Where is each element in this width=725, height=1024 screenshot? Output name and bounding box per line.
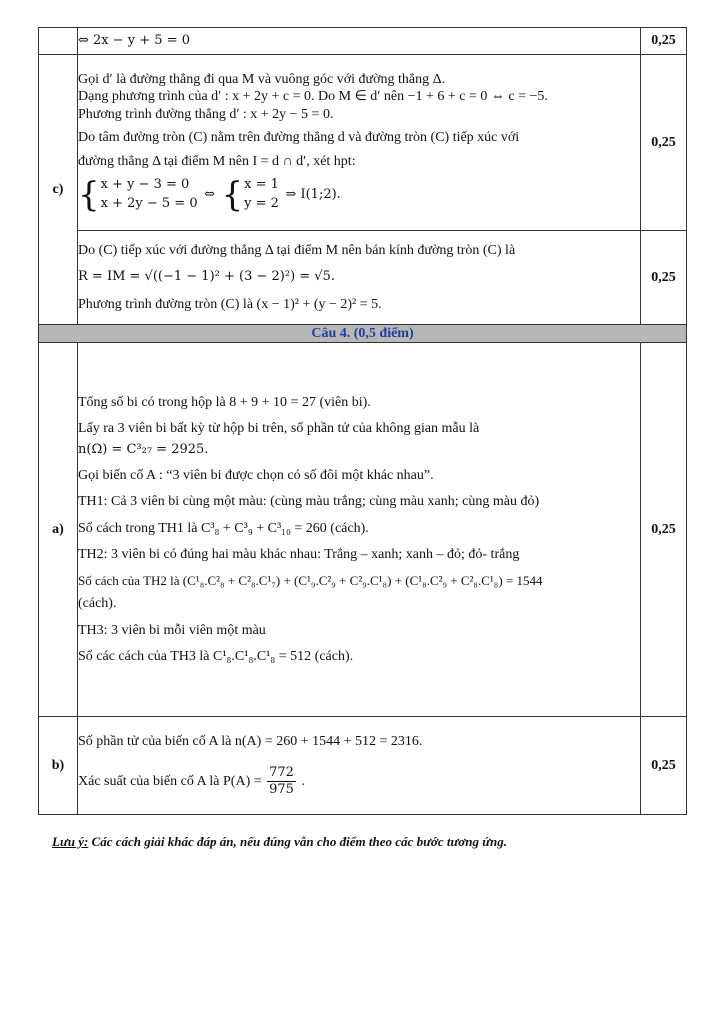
row-label-empty bbox=[39, 28, 78, 55]
equation-systems bbox=[78, 176, 640, 214]
a-line-5: TH1: Cả 3 viên bi cùng một màu: (cùng màu trắng; cùng màu xanh; cùng màu đỏ) bbox=[78, 494, 540, 510]
row-label-b: b) bbox=[39, 717, 78, 815]
system-2-eq-b: y = 2 bbox=[244, 196, 279, 212]
system-result: ⇒ I(1;2). bbox=[285, 187, 341, 203]
c2-line-3: Phương trình đường tròn (C) là (x − 1)² + (y − 2)² = 5. bbox=[78, 296, 382, 312]
system-2 bbox=[222, 176, 279, 214]
b-line-2-suffix: . bbox=[301, 773, 305, 789]
row-c-content-1 bbox=[78, 55, 641, 231]
score-cell: 0,25 bbox=[641, 28, 687, 55]
brace-icon: { bbox=[78, 175, 100, 216]
footnote bbox=[52, 834, 507, 850]
c-line-4: Do tâm đường tròn (C) nằm trên đường thẳng d và đường tròn (C) tiếp xúc với bbox=[78, 130, 520, 146]
fraction-denominator: 975 bbox=[269, 781, 294, 797]
a-line-7: TH2: 3 viên bi có đúng hai màu khác nhau: Trắng – xanh; xanh – đỏ; đỏ- trắng bbox=[78, 547, 520, 563]
section-header-row bbox=[39, 325, 687, 343]
b-line-2 bbox=[78, 765, 640, 799]
a-line-6: Số cách trong TH1 là C³₈ + C³₉ + C³₁₀ = 260 (cách). bbox=[78, 520, 369, 536]
equation-text: ⇔ 2x − y + 5 = 0 bbox=[78, 33, 190, 49]
a-line-11: Số các cách của TH3 là C¹₈.C¹₈.C¹₈ = 512 (cách). bbox=[78, 649, 354, 664]
b-line-2-prefix: Xác suất của biến cố A là P(A) = bbox=[78, 773, 262, 789]
c-line-5: đường thẳng Δ tại điểm M nên I = d ∩ d′, xét hpt: bbox=[78, 153, 356, 169]
fraction-numerator: 772 bbox=[267, 765, 296, 782]
equiv-symbol: ⇔ bbox=[204, 187, 216, 203]
score-cell: 0,25 bbox=[641, 343, 687, 717]
row-equation bbox=[39, 28, 687, 55]
c2-line-2: R = IM = √((−1 − 1)² + (3 − 2)²) = √5. bbox=[78, 269, 335, 285]
answer-table bbox=[38, 27, 687, 815]
a-line-10: TH3: 3 viên bi mỗi viên một màu bbox=[78, 622, 266, 638]
probability-fraction bbox=[267, 765, 296, 799]
a-line-3: n(Ω) = C³₂₇ = 2925. bbox=[78, 441, 209, 457]
row-label-c: c) bbox=[39, 55, 78, 325]
c-line-3: Phương trình đường thẳng d′ : x + 2y − 5 = 0. bbox=[78, 106, 334, 122]
c-line-2: Dạng phương trình của d′ : x + 2y + c = 0. Do M ∈ d′ nên −1 + 6 + c = 0 ⇔ c = −5. bbox=[78, 89, 548, 105]
row-b-content bbox=[78, 717, 641, 815]
system-1 bbox=[78, 176, 198, 214]
system-1-eq-a: x + y − 3 = 0 bbox=[100, 177, 190, 193]
footnote-text: Các cách giải khác đáp án, nếu đúng vẫn cho điểm theo các bước tương ứng. bbox=[88, 834, 507, 849]
a-line-1: Tổng số bi có trong hộp là 8 + 9 + 10 = 27 (viên bi). bbox=[78, 394, 371, 410]
a-line-4: Gọi biến cố A : “3 viên bi được chọn có số đôi một khác nhau”. bbox=[78, 467, 434, 483]
row-b bbox=[39, 717, 687, 815]
a-line-8: Số cách của TH2 là (C¹₈.C²₈ + C²₈.C¹₇) + (C¹₉.C²₉ + C²₉.C¹₈) + (C¹₈.C²₉ + C²₈.C¹₈) = 1544 bbox=[78, 572, 543, 588]
c2-line-1: Do (C) tiếp xúc với đường thẳng Δ tại điểm M nên bán kính đường tròn (C) là bbox=[78, 242, 516, 258]
system-2-eq-a: x = 1 bbox=[244, 177, 279, 193]
brace-icon: { bbox=[221, 175, 244, 216]
system-1-eq-b: x + 2y − 5 = 0 bbox=[100, 196, 198, 212]
row-a bbox=[39, 343, 687, 717]
section-title: Câu 4. (0,5 điểm) bbox=[39, 325, 687, 343]
footnote-label: Lưu ý: bbox=[52, 834, 89, 849]
b-line-1: Số phần tử của biến cố A là n(A) = 260 + 1544 + 512 = 2316. bbox=[78, 734, 423, 749]
row-c-block2 bbox=[39, 231, 687, 325]
row-a-content bbox=[78, 343, 641, 717]
score-cell: 0,25 bbox=[641, 55, 687, 231]
a-line-9: (cách). bbox=[78, 596, 117, 611]
row-label-a: a) bbox=[39, 343, 78, 717]
row-c-content-2 bbox=[78, 231, 641, 325]
a-line-2: Lấy ra 3 viên bi bất kỳ từ hộp bi trên, số phần tử của không gian mẫu là bbox=[78, 421, 480, 436]
score-cell: 0,25 bbox=[641, 231, 687, 325]
score-cell: 0,25 bbox=[641, 717, 687, 815]
row-content bbox=[78, 28, 641, 55]
row-c-block1 bbox=[39, 55, 687, 231]
c-line-1: Gọi d′ là đường thẳng đi qua M và vuông góc với đường thẳng Δ. bbox=[78, 71, 446, 87]
